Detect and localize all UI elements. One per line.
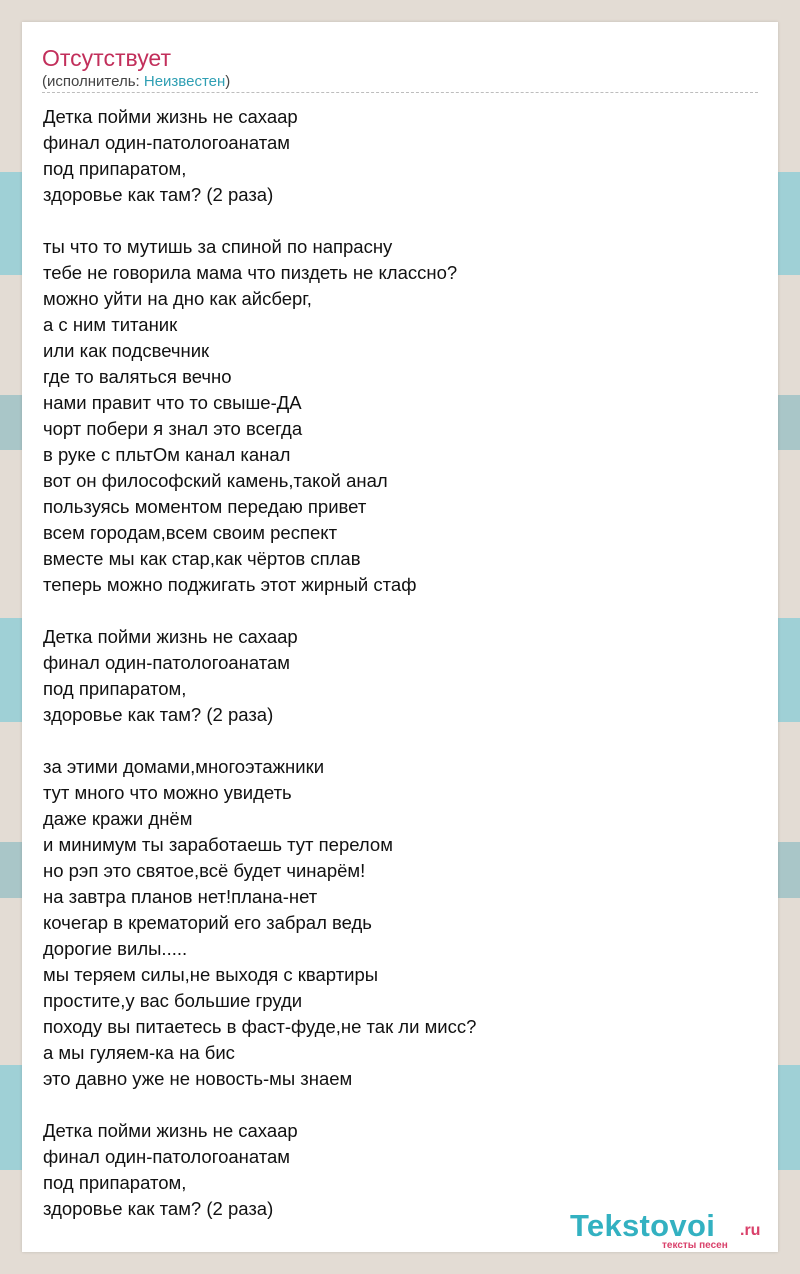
lyric-line: нами правит что то свыше-ДА (43, 392, 302, 413)
lyric-line: а мы гуляем-ка на бис (43, 1042, 235, 1063)
lyric-line: финал один-патологоанатам (43, 652, 291, 673)
lyric-line: походу вы питаетесь в фаст-фуде,не так ли мисс? (43, 1016, 477, 1037)
logo-domain: .ru (740, 1222, 761, 1239)
lyric-line: дорогие вилы..... (43, 938, 188, 959)
stanza-gap (43, 728, 758, 754)
lyric-line: здоровье как там? (2 раза) (43, 1198, 274, 1219)
lyric-line: пользуясь моментом передаю привет (43, 496, 367, 517)
lyric-line: под припаратом, (43, 158, 187, 179)
byline-prefix: (исполнитель: (42, 73, 144, 90)
artist-link[interactable]: Неизвестен (143, 73, 226, 90)
logo-tagline: тексты песен (662, 1240, 728, 1251)
song-title: Отсутствует (42, 45, 171, 71)
lyric-line: тут много что можно увидеть (43, 782, 292, 803)
lyric-line: за этими домами,многоэтажники (43, 756, 325, 777)
lyric-line: где то валяться вечно (43, 366, 232, 387)
lyric-line: всем городам,всем своим респект (43, 522, 338, 543)
lyric-line: и минимум ты заработаешь тут перелом (43, 834, 393, 855)
lyric-line: чорт побери я знал это всегда (43, 418, 303, 439)
lyric-line: простите,у вас большие груди (43, 990, 303, 1011)
lyric-line: в руке с пльтОм канал канал (43, 444, 291, 465)
lyric-line: даже кражи днём (43, 808, 193, 829)
lyric-line: ты что то мутишь за спиной по напрасну (43, 236, 393, 257)
artist-byline (42, 73, 230, 91)
logo-wordmark: Tekstovoi (570, 1208, 716, 1243)
lyric-line: под припаратом, (43, 678, 187, 699)
lyrics-body (43, 104, 758, 1222)
byline-suffix: ) (225, 73, 231, 90)
lyrics-card (22, 22, 778, 1252)
lyric-line: вместе мы как стар,как чёртов сплав (43, 548, 361, 569)
lyric-line: финал один-патологоанатам (43, 132, 291, 153)
lyric-line: под припаратом, (43, 1172, 187, 1193)
lyric-line: финал один-патологоанатам (43, 1146, 291, 1167)
stanza-gap (43, 208, 758, 234)
lyric-line: здоровье как там? (2 раза) (43, 704, 274, 725)
lyric-line: а с ним титаник (43, 314, 178, 335)
lyric-line: Детка пойми жизнь не сахаар (43, 626, 298, 647)
stanza-gap (43, 598, 758, 624)
lyric-line: это давно уже не новость-мы знаем (43, 1068, 353, 1089)
lyric-line: но рэп это святое,всё будет чинарём! (43, 860, 366, 881)
lyric-line: Детка пойми жизнь не сахаар (43, 1120, 298, 1141)
lyric-line: вот он философский камень,такой анал (43, 470, 388, 491)
lyric-line: можно уйти на дно как айсберг, (43, 288, 312, 309)
lyric-line: Детка пойми жизнь не сахаар (43, 106, 298, 127)
title-divider (42, 92, 758, 93)
lyric-line: или как подсвечник (43, 340, 210, 361)
lyric-line: теперь можно поджигать этот жирный стаф (43, 574, 417, 595)
stanza-gap (43, 1092, 758, 1118)
lyric-line: кочегар в крематорий его забрал ведь (43, 912, 372, 933)
site-logo[interactable] (570, 1208, 778, 1252)
lyric-line: здоровье как там? (2 раза) (43, 184, 274, 205)
lyric-line: тебе не говорила мама что пиздеть не классно? (43, 262, 458, 283)
lyric-line: мы теряем силы,не выходя с квартиры (43, 964, 379, 985)
lyric-line: на завтра планов нет!плана-нет (43, 886, 318, 907)
